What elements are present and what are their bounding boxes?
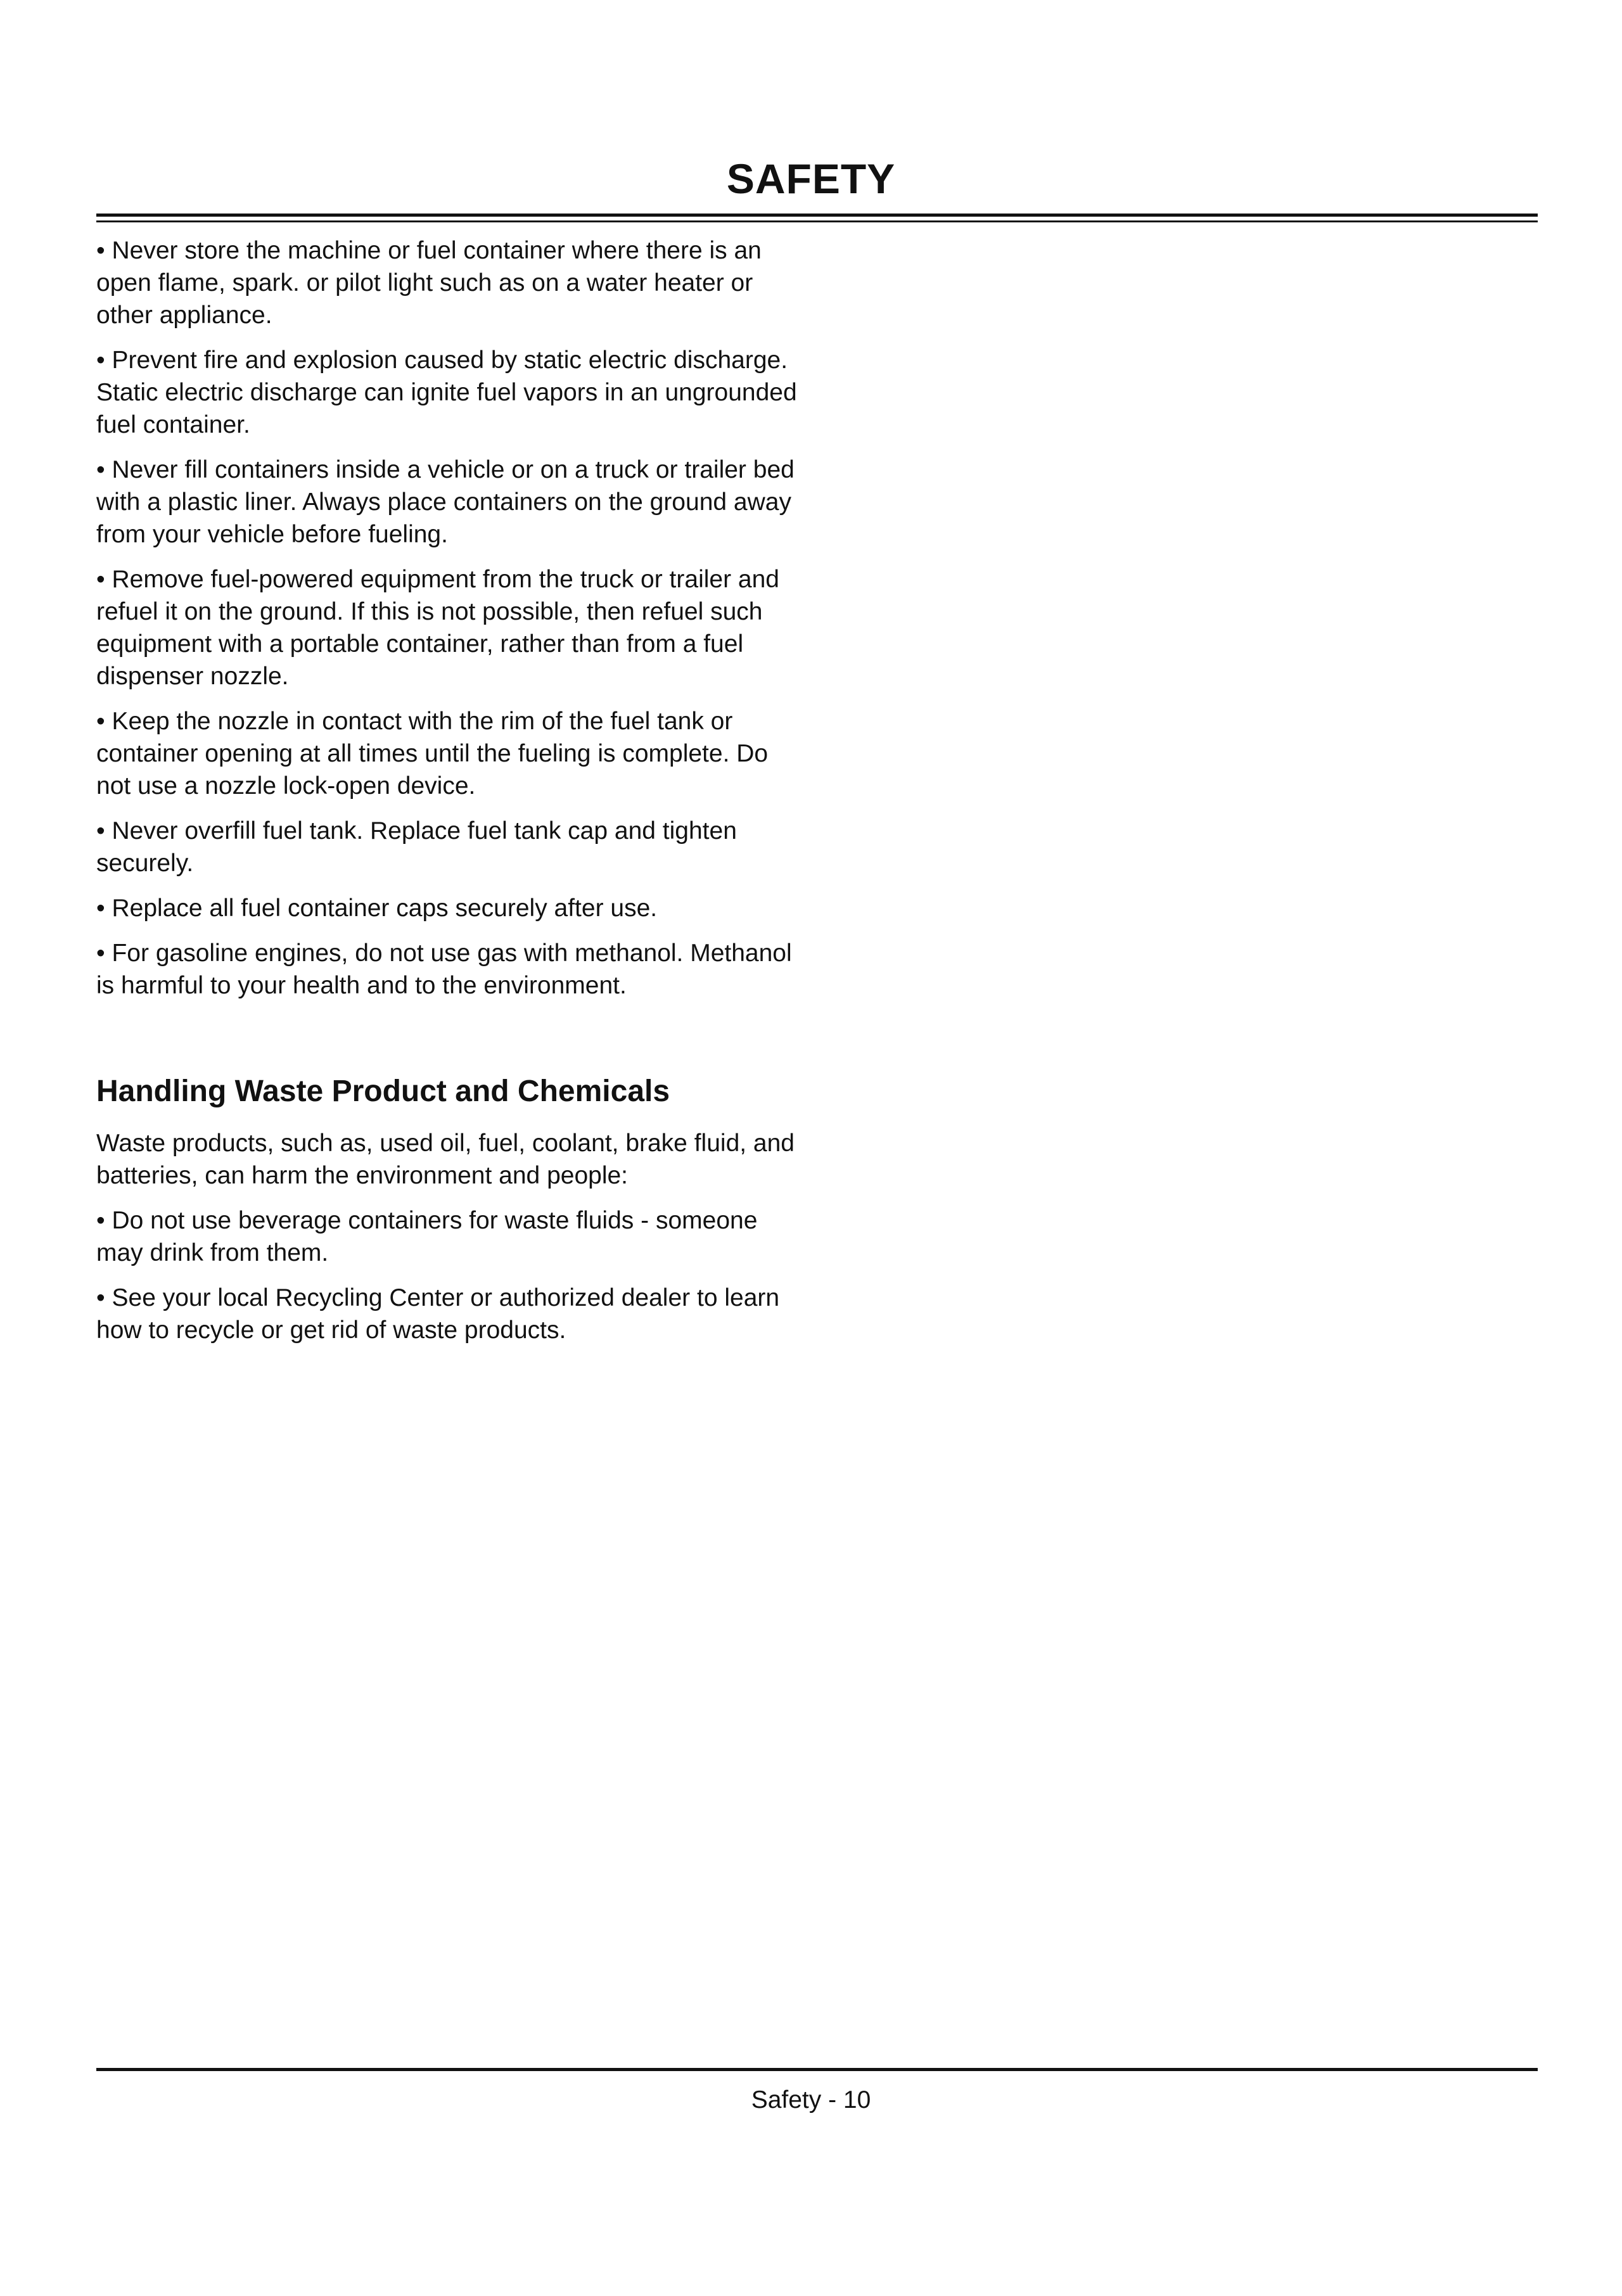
- bullet-beverage-containers: • Do not use beverage containers for waste fluids - someone may drink from them.: [96, 1207, 758, 1266]
- bullet-storage-flame: • Never store the machine or fuel container where there is an open flame, spark. or pilot light such as on a water heater or other appliance.: [96, 237, 762, 329]
- header-rule-thick: [96, 214, 1538, 217]
- bullet-recycling-center: • See your local Recycling Center or authorized dealer to learn how to recycle or get rid of waste products.: [96, 1284, 780, 1344]
- header-rule-thin: [96, 220, 1538, 222]
- bullet-fill-containers: • Never fill containers inside a vehicle or on a truck or trailer bed with a plastic liner. Always place containers on the ground away from your vehicle before fueling.: [96, 456, 795, 548]
- footer-rule: [96, 2068, 1538, 2071]
- bullet-replace-caps: • Replace all fuel container caps securely after use.: [96, 895, 658, 922]
- content-column: [96, 234, 806, 1359]
- bullet-static-discharge: • Prevent fire and explosion caused by static electric discharge. Static electric discharge can ignite fuel vapors in an ungrounded fuel container.: [96, 347, 797, 438]
- page-number: Safety - 10: [751, 2086, 871, 2114]
- section-heading-waste: Handling Waste Product and Chemicals: [96, 1075, 670, 1108]
- bullet-overfill: • Never overfill fuel tank. Replace fuel tank cap and tighten securely.: [96, 817, 737, 877]
- waste-intro: Waste products, such as, used oil, fuel, coolant, brake fluid, and batteries, can harm the environment and people:: [96, 1130, 795, 1189]
- bullet-refuel-ground: • Remove fuel-powered equipment from the truck or trailer and refuel it on the ground. If this is not possible, then refuel such equipment with a portable container, rather than from a fuel dispenser nozzle.: [96, 566, 779, 690]
- page-title: SAFETY: [726, 155, 896, 202]
- bullet-nozzle-contact: • Keep the nozzle in contact with the rim of the fuel tank or container opening at all times until the fueling is complete. Do not use a nozzle lock-open device.: [96, 708, 769, 800]
- bullet-methanol: • For gasoline engines, do not use gas with methanol. Methanol is harmful to your health and to the environment.: [96, 940, 792, 999]
